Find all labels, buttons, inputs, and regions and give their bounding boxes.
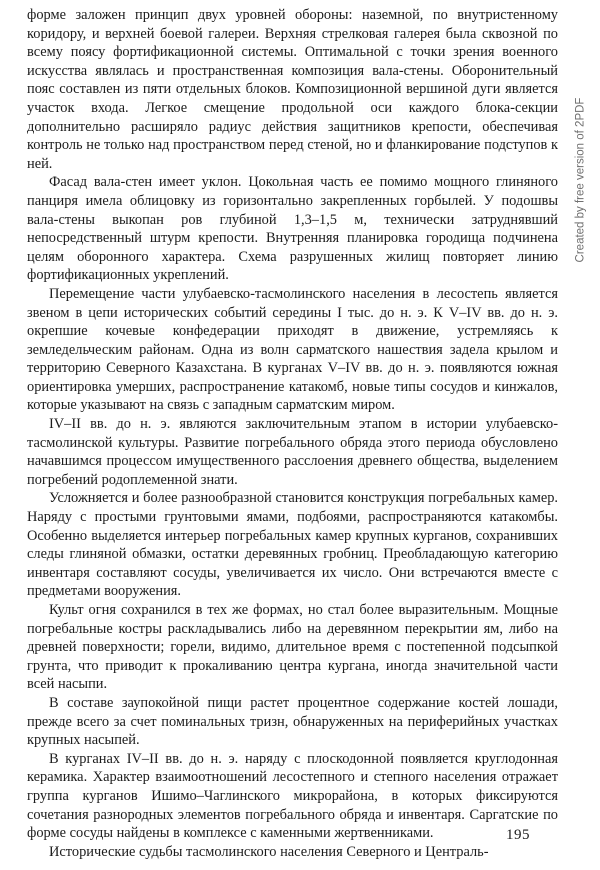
paragraph: IV–II вв. до н. э. являются заключительным этапом в истории улубаевско-тасмолинской культуры. Развитие погребального обряда этого периода обусловлено начавшимся процессом имущественного расслоения древнего общества, выделением погребений родоплеменной знати. bbox=[27, 416, 558, 488]
watermark bbox=[572, 40, 588, 320]
paragraph: форме заложен принцип двух уровней обороны: наземной, по внутристенному коридору, и верхней боевой галереи. Верхняя стрелковая галерея была сквозной по всему поясу фортификационной системы. Оптимальной с точки зрения военного искусства являлась и пространственная композиция вала-стены. Оборонительный пояс составлен из пяти отдельных блоков. Композиционной вершиной дуги является участок входа. Легкое смещение продольной оси каждого блока-секции дополнительно расширяло радиус действия защитников крепости, обеспечивая контроль не только над пространством перед стеной, но и фланкирование подступов к ней. bbox=[27, 7, 558, 172]
watermark-text: Created by free version of 2PDF bbox=[574, 97, 587, 263]
paragraph: Культ огня сохранился в тех же формах, но стал более выразительным. Мощные погребальные костры раскладывались либо на деревянном перекрытии ям, либо на древней поверхности; горели, видимо, длительное время с постепенной подсыпкой грунта, что приводит к прокаливанию центра кургана, иногда значительной части всей насыпи. bbox=[27, 602, 558, 693]
paragraph: Усложняется и более разнообразной становится конструкция погребальных камер. Наряду с простыми грунтовыми ямами, подбоями, распространяются катакомбы. Особенно выделяется интерьер погребальных камер крупных курганов, сохранивших следы глиняной обмазки, остатки деревянных гробниц. Преобладающую категорию инвентаря составляют сосуды, увеличивается их число. Они встречаются вместе с предметами вооружения. bbox=[27, 490, 558, 600]
page-number: 195 bbox=[506, 827, 530, 843]
paragraph: Перемещение части улубаевско-тасмолинского населения в лесостепь является звеном в цепи исторических событий середины I тыс. до н. э. К V–IV вв. до н. э. окрепшие кочевые конфедерации приходят в движение, устремляясь к земледельческим районам. Одна из волн сарматского нашествия задела крылом и территорию Северного Казахстана. В курганах V–IV вв. до н. э. появляются южная ориентировка умерших, распространение катакомб, новые типы сосудов и кинжалов, которые указывают на связь с западным сарматским миром. bbox=[27, 285, 558, 414]
paragraph: Исторические судьбы тасмолинского населения Северного и Централь- bbox=[49, 843, 489, 860]
paragraph: В составе заупокойной пищи растет процентное содержание костей лошади, прежде всего за счет поминальных тризн, обнаруженных на периферийных участках крупных насыпей. bbox=[27, 694, 558, 749]
page-body bbox=[27, 6, 558, 861]
paragraph: Фасад вала-стен имеет уклон. Цокольная часть ее помимо мощного глиняного панциря имела облицовку из горизонтально закрепленных горбылей. У подошвы вала-стены выкопан ров глубиной 1,3–1,5 м, технически затруднявший непосредственный штурм крепости. Внутренняя планировка городища подчинена целям оборонного характера. Схема разрушенных жилищ повторяет линию фортификационных укреплений. bbox=[27, 174, 558, 284]
paragraph: В курганах IV–II вв. до н. э. наряду с плоскодонной появляется круглодонная керамика. Характер взаимоотношений лесостепного и степного населения отражает группа курганов Ишимо–Чаглинского микрорайона, в которых фиксируются сочетания разнородных элементов погребального обряда и инвентаря. Саргатские по форме сосуды найдены в комплексе с каменными жертвенниками. bbox=[27, 750, 558, 842]
